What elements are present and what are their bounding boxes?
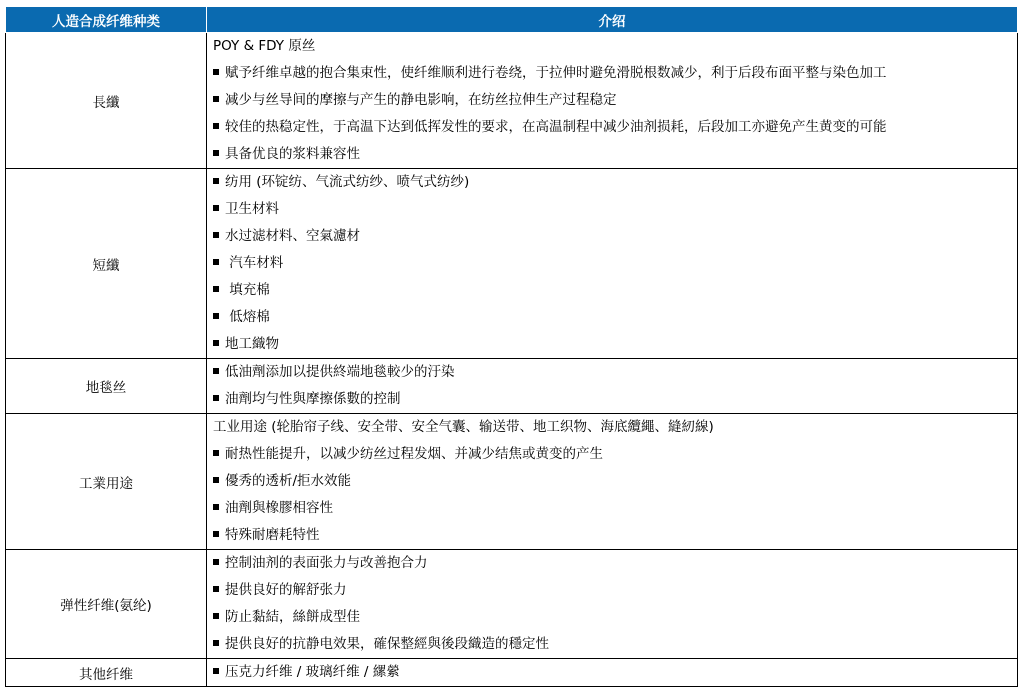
description-text: 减少与丝导间的摩擦与产生的静电影响，在纺丝拉伸生产过程稳定 — [225, 92, 617, 108]
square-bullet-icon — [213, 232, 219, 238]
square-bullet-icon — [213, 450, 219, 456]
description-text: 填充棉 — [225, 282, 270, 298]
square-bullet-icon — [213, 477, 219, 483]
fiber-table — [5, 6, 1018, 687]
description-text: 低油劑添加以提供終端地毯較少的汙染 — [225, 364, 455, 380]
table-row — [6, 414, 1018, 550]
description-line — [213, 277, 1017, 304]
description-text: 水过滤材料、空氣濾材 — [225, 228, 360, 244]
fiber-description-cell — [207, 550, 1018, 659]
description-text: 特殊耐磨耗特性 — [225, 527, 320, 543]
category-column-header: 人造合成纤维种类 — [6, 7, 207, 33]
square-bullet-icon — [213, 150, 219, 156]
square-bullet-icon — [213, 668, 219, 674]
description-line — [213, 141, 1017, 168]
square-bullet-icon — [213, 613, 219, 619]
square-bullet-icon — [213, 313, 219, 319]
description-line — [213, 386, 1017, 413]
description-text: 赋予纤维卓越的抱合集束性，使纤维顺利进行卷绕，于拉伸时避免滑脱根数减少，利于后段布面平整与染色加工 — [225, 65, 887, 81]
description-text: 纺用 (环锭纺、气流式纺纱、喷气式纺纱) — [225, 174, 470, 190]
square-bullet-icon — [213, 504, 219, 510]
description-text: 卫生材料 — [225, 201, 279, 217]
fiber-category-label: 其他纤维 — [79, 666, 133, 683]
fiber-category-cell — [6, 414, 207, 550]
description-text: 防止黏結，絲餅成型佳 — [225, 609, 360, 625]
description-line — [213, 169, 1017, 196]
fiber-category-cell — [6, 169, 207, 359]
fiber-description-cell — [207, 414, 1018, 550]
description-line — [213, 33, 1017, 60]
description-line — [213, 196, 1017, 223]
description-text: 较佳的热稳定性，于高温下达到低挥发性的要求，在高温制程中减少油剂损耗，后段加工亦避免产生黄变的可能 — [225, 119, 887, 135]
fiber-category-cell — [6, 33, 207, 169]
description-text: 工业用途 (轮胎帘子线、安全带、安全气囊、输送带、地工织物、海底纜繩、縫紉線) — [213, 419, 714, 435]
square-bullet-icon — [213, 531, 219, 537]
square-bullet-icon — [213, 123, 219, 129]
description-line — [213, 659, 1017, 686]
square-bullet-icon — [213, 178, 219, 184]
fiber-category-label: 短纖 — [92, 257, 120, 274]
description-text: 提供良好的解舒张力 — [225, 582, 347, 598]
square-bullet-icon — [213, 586, 219, 592]
square-bullet-icon — [213, 640, 219, 646]
description-line — [213, 577, 1017, 604]
description-line — [213, 250, 1017, 277]
description-line — [213, 604, 1017, 631]
description-text: 压克力纤维 / 玻璃纤维 / 縲縈 — [225, 664, 400, 680]
fiber-description-cell — [207, 33, 1018, 169]
description-line — [213, 550, 1017, 577]
fiber-description-cell — [207, 169, 1018, 359]
description-text: 優秀的透析/拒水效能 — [225, 473, 352, 489]
description-text: POY & FDY 原丝 — [213, 38, 316, 54]
description-text: 汽车材料 — [225, 255, 284, 271]
description-line — [213, 331, 1017, 358]
square-bullet-icon — [213, 559, 219, 565]
table-row — [6, 359, 1018, 414]
description-line — [213, 468, 1017, 495]
square-bullet-icon — [213, 395, 219, 401]
description-line — [213, 441, 1017, 468]
square-bullet-icon — [213, 286, 219, 292]
square-bullet-icon — [213, 69, 219, 75]
description-line — [213, 522, 1017, 549]
fiber-category-cell — [6, 359, 207, 414]
description-text: 具备优良的浆料兼容性 — [225, 146, 360, 162]
fiber-description-cell — [207, 359, 1018, 414]
description-line — [213, 60, 1017, 87]
intro-column-header: 介绍 — [207, 7, 1018, 33]
square-bullet-icon — [213, 368, 219, 374]
fiber-category-cell — [6, 550, 207, 659]
fiber-category-cell — [6, 659, 207, 687]
description-line — [213, 631, 1017, 658]
description-line — [213, 359, 1017, 386]
square-bullet-icon — [213, 96, 219, 102]
fiber-category-label: 長纖 — [92, 94, 120, 111]
description-line — [213, 414, 1017, 441]
fiber-category-label: 弹性纤维(氨纶) — [60, 598, 152, 614]
description-text: 耐热性能提升，以减少纺丝过程发烟、并减少结焦或黄变的产生 — [225, 446, 603, 462]
description-line — [213, 114, 1017, 141]
description-text: 控制油剂的表面张力与改善抱合力 — [225, 555, 428, 571]
square-bullet-icon — [213, 340, 219, 346]
description-line — [213, 223, 1017, 250]
description-line — [213, 304, 1017, 331]
description-text: 低熔棉 — [225, 309, 270, 325]
table-row — [6, 550, 1018, 659]
fiber-category-label: 地毯丝 — [85, 380, 127, 396]
description-text: 地工織物 — [225, 336, 279, 352]
table-row — [6, 659, 1018, 687]
header-row — [6, 7, 1018, 33]
description-text: 油劑與橡膠相容性 — [225, 500, 333, 516]
description-text: 油劑均勻性與摩擦係數的控制 — [225, 391, 401, 407]
square-bullet-icon — [213, 205, 219, 211]
table-row — [6, 33, 1018, 169]
description-text: 提供良好的抗静电效果，確保整經與後段織造的穩定性 — [225, 636, 549, 652]
description-line — [213, 495, 1017, 522]
fiber-description-cell — [207, 659, 1018, 687]
table-body — [6, 33, 1018, 687]
square-bullet-icon — [213, 259, 219, 265]
description-line — [213, 87, 1017, 114]
table-row — [6, 169, 1018, 359]
fiber-category-label: 工業用途 — [79, 475, 133, 492]
